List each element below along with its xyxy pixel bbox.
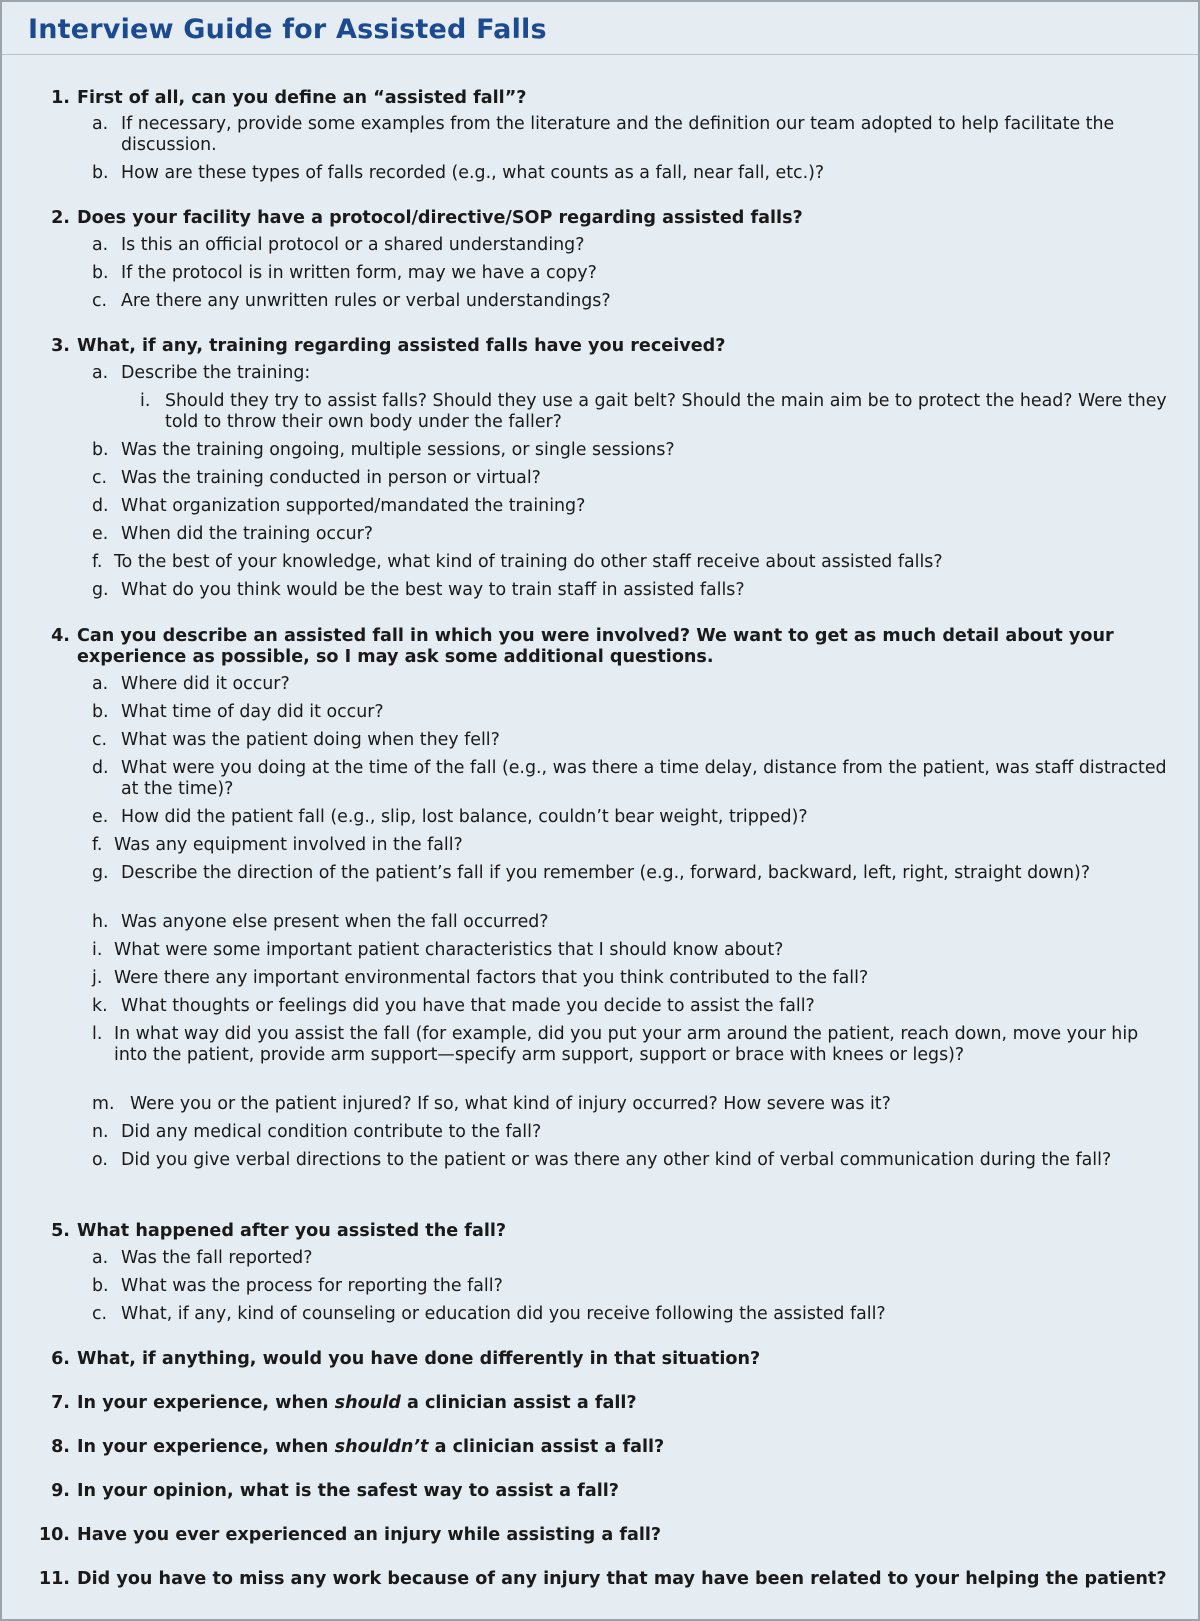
question-text: Can you describe an assisted fall in which you were involved? We want to get as much detail about your experience as possible, so I may ask some additional questions. bbox=[77, 626, 1114, 667]
sub-item-text: Where did it occur? bbox=[121, 674, 290, 694]
sub-item-label: f. bbox=[92, 552, 103, 572]
question-number: 4. bbox=[51, 626, 70, 646]
sub-item-label: l. bbox=[92, 1024, 103, 1044]
sub-item-label: a. bbox=[92, 114, 109, 134]
sub-item-label: k. bbox=[92, 996, 108, 1016]
sub-item-text: How are these types of falls recorded (e.g., what counts as a fall, near fall, etc.)? bbox=[121, 163, 825, 183]
sub-item-text: Did you give verbal directions to the patient or was there any other kind of verbal communication during the fall? bbox=[121, 1150, 1112, 1170]
sub-item-label: a. bbox=[92, 235, 109, 255]
sub-item-text: Is this an official protocol or a shared understanding? bbox=[121, 235, 585, 255]
question-number: 1. bbox=[51, 88, 70, 108]
question-number: 10. bbox=[38, 1525, 70, 1545]
question-number: 5. bbox=[51, 1221, 70, 1241]
sub-item-label: b. bbox=[92, 1276, 109, 1296]
question-number: 8. bbox=[51, 1437, 70, 1457]
question-text: Did you have to miss any work because of any injury that may have been related to your helping the patient? bbox=[77, 1569, 1167, 1589]
sub-item-text: What do you think would be the best way to train staff in assisted falls? bbox=[121, 580, 745, 600]
sub-item-label: c. bbox=[92, 730, 108, 750]
sub-item-text: What was the patient doing when they fell? bbox=[121, 730, 500, 750]
sub-item-label: e. bbox=[92, 524, 109, 544]
sub-item-text: Was anyone else present when the fall occurred? bbox=[121, 912, 549, 932]
sub-item-text: Was the training ongoing, multiple sessions, or single sessions? bbox=[121, 440, 675, 460]
question-text-post: a clinician assist a fall? bbox=[428, 1437, 665, 1457]
sub-item-text: If the protocol is in written form, may we have a copy? bbox=[121, 263, 597, 283]
sub-item-text: What thoughts or feelings did you have that made you decide to assist the fall? bbox=[121, 996, 815, 1016]
sub-item-text: Were there any important environmental factors that you think contributed to the fall? bbox=[114, 968, 869, 988]
sub-sub-item-label: i. bbox=[140, 391, 151, 411]
sub-item-label: m. bbox=[92, 1094, 115, 1114]
sub-item-text: How did the patient fall (e.g., slip, lost balance, couldn’t bear weight, tripped)? bbox=[121, 807, 808, 827]
sub-item-label: a. bbox=[92, 674, 109, 694]
question-text-emphasis: shouldn’t bbox=[334, 1437, 429, 1457]
question-number: 6. bbox=[51, 1349, 70, 1369]
question-number: 3. bbox=[51, 336, 70, 356]
sub-item-text: What was the process for reporting the fall? bbox=[121, 1276, 503, 1296]
sub-item-label: c. bbox=[92, 468, 108, 488]
sub-item-text: When did the training occur? bbox=[121, 524, 374, 544]
sub-item-text: What were you doing at the time of the fall (e.g., was there a time delay, distance from the patient, was staff distracted at the time)? bbox=[121, 758, 1167, 799]
question-text: What, if any, training regarding assisted falls have you received? bbox=[77, 336, 726, 356]
question-number: 7. bbox=[51, 1393, 70, 1413]
sub-item-label: i. bbox=[92, 940, 103, 960]
sub-item-text: To the best of your knowledge, what kind of training do other staff receive about assisted falls? bbox=[114, 552, 943, 572]
sub-item-label: d. bbox=[92, 758, 109, 778]
question-text: What happened after you assisted the fall? bbox=[77, 1221, 507, 1241]
question-number: 2. bbox=[51, 208, 70, 228]
sub-item-label: d. bbox=[92, 496, 109, 516]
sub-item-label: b. bbox=[92, 440, 109, 460]
sub-item-label: n. bbox=[92, 1122, 109, 1142]
sub-item-label: g. bbox=[92, 863, 109, 883]
sub-item-text: Describe the direction of the patient’s fall if you remember (e.g., forward, backward, left, right, straight down)? bbox=[121, 863, 1091, 883]
sub-item-label: o. bbox=[92, 1150, 108, 1170]
question-number: 11. bbox=[38, 1569, 70, 1589]
sub-item-label: c. bbox=[92, 1304, 108, 1324]
page-title: Interview Guide for Assisted Falls bbox=[28, 14, 547, 45]
sub-item-label: e. bbox=[92, 807, 109, 827]
question-text-pre: In your experience, when bbox=[77, 1393, 335, 1413]
question-text: In your opinion, what is the safest way to assist a fall? bbox=[77, 1481, 619, 1501]
sub-item-label: h. bbox=[92, 912, 109, 932]
question-text: First of all, can you define an “assisted fall”? bbox=[77, 88, 527, 108]
sub-item-text: What time of day did it occur? bbox=[121, 702, 384, 722]
sub-item-text: If necessary, provide some examples from the literature and the definition our team adopted to help facilitate the discussion. bbox=[121, 114, 1115, 155]
sub-sub-item-text: Should they try to assist falls? Should they use a gait belt? Should the main aim be to protect the head? Were they told to throw their own body under the faller? bbox=[165, 391, 1167, 432]
sub-item-label: c. bbox=[92, 291, 108, 311]
question-text: Does your facility have a protocol/directive/SOP regarding assisted falls? bbox=[77, 208, 803, 228]
sub-item-text: Was the training conducted in person or virtual? bbox=[121, 468, 541, 488]
sub-item-label: a. bbox=[92, 1248, 109, 1268]
sub-item-text: Was the fall reported? bbox=[121, 1248, 313, 1268]
sub-item-label: b. bbox=[92, 702, 109, 722]
question-text: Have you ever experienced an injury while assisting a fall? bbox=[77, 1525, 662, 1545]
question-text: What, if anything, would you have done differently in that situation? bbox=[77, 1349, 761, 1369]
question-text-post: a clinician assist a fall? bbox=[400, 1393, 637, 1413]
sub-item-text: Did any medical condition contribute to the fall? bbox=[121, 1122, 542, 1142]
sub-item-label: a. bbox=[92, 363, 109, 383]
sub-item-label: b. bbox=[92, 163, 109, 183]
question-number: 9. bbox=[51, 1481, 70, 1501]
question-text-emphasis: should bbox=[334, 1393, 401, 1413]
sub-item-text: Describe the training: bbox=[121, 363, 311, 383]
sub-item-text: Was any equipment involved in the fall? bbox=[114, 835, 463, 855]
question-text bbox=[77, 1393, 1177, 1414]
sub-item-text: Were you or the patient injured? If so, what kind of injury occurred? How severe was it? bbox=[130, 1094, 891, 1114]
sub-item-text: In what way did you assist the fall (for example, did you put your arm around the patient, reach down, move your hip into the patient, provide arm support—specify arm support, support or brace with knees or legs)? bbox=[114, 1024, 1139, 1065]
sub-item-label: f. bbox=[92, 835, 103, 855]
sub-item-label: j. bbox=[92, 968, 103, 988]
question-text bbox=[77, 1437, 1177, 1458]
sub-item-label: g. bbox=[92, 580, 109, 600]
sub-item-text: Are there any unwritten rules or verbal understandings? bbox=[121, 291, 611, 311]
title-divider bbox=[2, 54, 1198, 55]
sub-item-label: b. bbox=[92, 263, 109, 283]
sub-item-text: What were some important patient characteristics that I should know about? bbox=[114, 940, 784, 960]
question-text-pre: In your experience, when bbox=[77, 1437, 335, 1457]
sub-item-text: What organization supported/mandated the training? bbox=[121, 496, 586, 516]
sub-item-text: What, if any, kind of counseling or education did you receive following the assisted fall? bbox=[121, 1304, 886, 1324]
